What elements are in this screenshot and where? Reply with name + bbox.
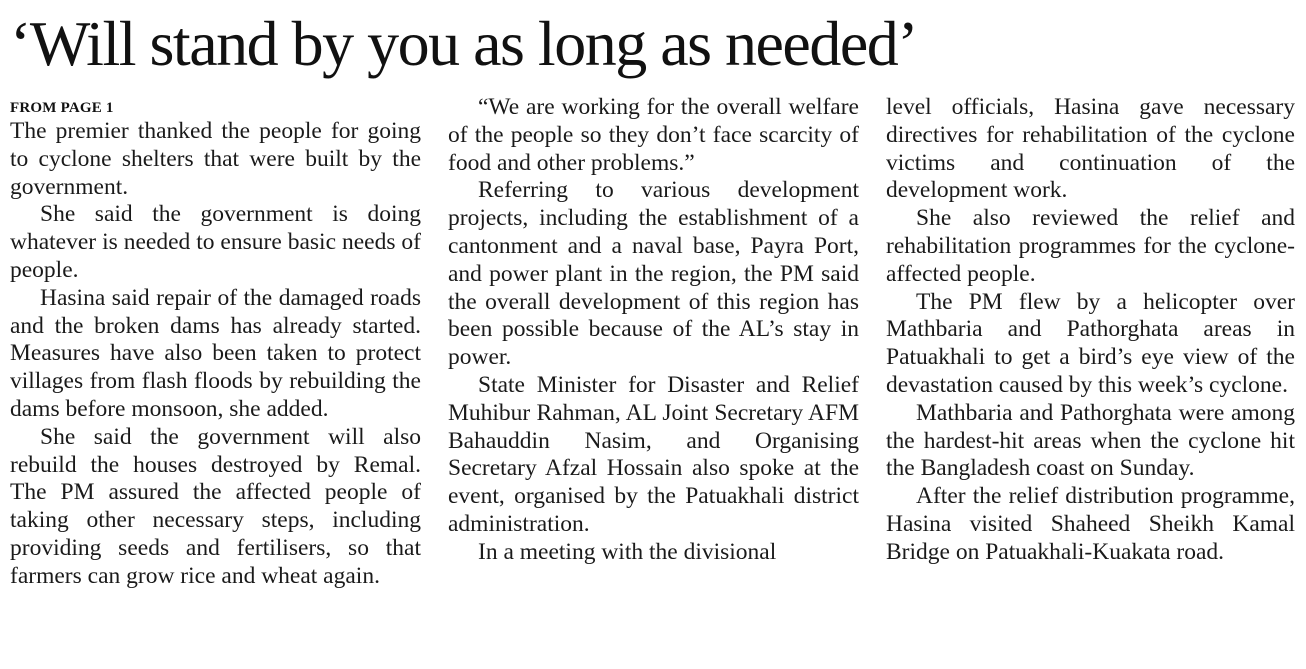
paragraph: She also reviewed the relief and rehabilitation programmes for the cyclone-affected people. [886, 205, 1295, 287]
paragraph: The PM flew by a helicopter over Mathbaria and Pathorghata areas in Patuakhali to get a bird’s eye view of the devastation caused by this week’s cyclone. [886, 288, 1295, 398]
paragraph: State Minister for Disaster and Relief Muhibur Rahman, AL Joint Secretary AFM Bahauddin Nasim, and Organising Secretary Afzal Hossain also spoke at the event, organised by the Patuakhali district administration. [448, 371, 859, 537]
paragraph: The premier thanked the people for going to cyclone shelters that were built by the government. [10, 118, 421, 200]
paragraph: She said the government is doing whatever is needed to ensure basic needs of people. [10, 201, 421, 283]
paragraph: After the relief distribution programme, Hasina visited Shaheed Sheikh Kamal Bridge on Patuakhali-Kuakata road. [886, 483, 1295, 565]
paragraph: Mathbaria and Pathorghata were among the hardest-hit areas when the cyclone hit the Bangladesh coast on Sunday. [886, 399, 1295, 482]
paragraph: She said the government will also rebuild the houses destroyed by Remal. The PM assured the affected people of taking other necessary steps, including providing seeds and fertilisers, so that farmers can grow rice and wheat again. [10, 423, 421, 589]
paragraph: In a meeting with the divisional [478, 538, 777, 565]
headline: ‘Will stand by you as long as needed’ [10, 8, 918, 79]
paragraph: level officials, Hasina gave necessary directives for rehabilitation of the cyclone victims and continuation of the development work. [886, 94, 1295, 204]
paragraph: “We are working for the overall welfare of the people so they don’t face scarcity of food and other problems.” [448, 94, 859, 176]
paragraph: Referring to various development projects, including the establishment of a cantonment and a naval base, Payra Port, and power plant in the region, the PM said the overall development of this region has been possible because of the AL’s stay in power. [448, 177, 859, 371]
paragraph: Hasina said repair of the damaged roads and the broken dams has already started. Measures have also been taken to protect villages from flash floods by rebuilding the dams before monsoon, she added. [10, 284, 421, 422]
article-column-1 [10, 98, 421, 591]
continuation-kicker: FROM PAGE 1 [10, 100, 114, 116]
article-column-2 [448, 94, 859, 567]
article-column-3 [886, 94, 1295, 567]
